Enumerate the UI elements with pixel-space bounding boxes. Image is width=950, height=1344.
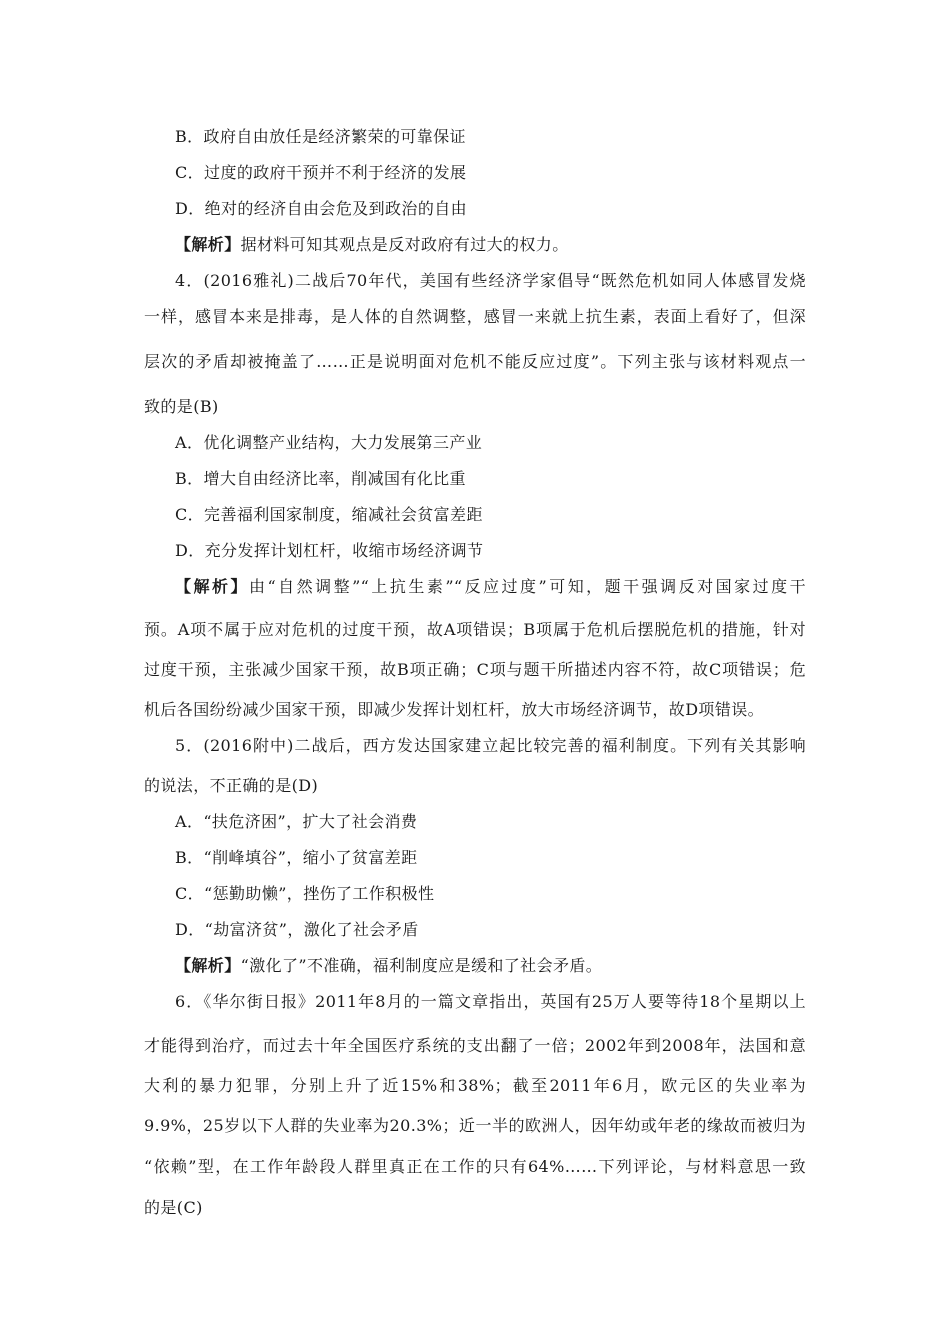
analysis-q3 — [175, 235, 569, 255]
question-5-line-1: 5．(2016附中)二战后，西方发达国家建立起比较完善的福利制度。下列有关其影响 — [175, 736, 806, 755]
option-c-q4: C．完善福利国家制度，缩减社会贫富差距 — [175, 505, 483, 524]
analysis-q4-line-1 — [175, 577, 806, 597]
option-b-q5: B．“削峰填谷”，缩小了贫富差距 — [175, 848, 418, 867]
analysis-tag: 【解析】 — [175, 956, 241, 975]
question-6-line-1: 6．《华尔街日报》2011年8月的一篇文章指出，英国有25万人要等待18个星期以上 — [175, 992, 806, 1011]
option-b-q4: B．增大自由经济比率，削减国有化比重 — [175, 469, 466, 488]
option-b-q3: B．政府自由放任是经济繁荣的可靠保证 — [175, 127, 466, 146]
question-4-line-3: 层次的矛盾却被掩盖了……正是说明面对危机不能反应过度”。下列主张与该材料观点一 — [144, 352, 806, 371]
analysis-q4-line-3: 过度干预，主张减少国家干预，故B项正确；C项与题干所描述内容不符，故C项错误；危 — [144, 660, 806, 679]
analysis-tag: 【解析】 — [175, 577, 249, 596]
option-a-q4: A．优化调整产业结构，大力发展第三产业 — [175, 433, 483, 452]
question-4-line-4: 致的是(B) — [144, 397, 219, 416]
analysis-tag: 【解析】 — [175, 235, 241, 254]
option-c-q5: C．“惩勤助懒”，挫伤了工作积极性 — [175, 884, 435, 903]
option-a-q5: A．“扶危济困”，扩大了社会消费 — [175, 812, 418, 831]
analysis-q4-line-2: 预。A项不属于应对危机的过度干预，故A项错误；B项属于危机后摆脱危机的措施，针对 — [144, 620, 806, 639]
option-d-q4: D．充分发挥计划杠杆，收缩市场经济调节 — [175, 541, 484, 560]
question-6-line-2: 才能得到治疗，而过去十年全国医疗系统的支出翻了一倍；2002年到2008年，法国和意 — [144, 1036, 806, 1055]
option-d-q5: D．“劫富济贫”，激化了社会矛盾 — [175, 920, 419, 939]
option-c-q3: C．过度的政府干预并不利于经济的发展 — [175, 163, 467, 182]
analysis-q4-line-4: 机后各国纷纷减少国家干预，即减少发挥计划杠杆，放大市场经济调节，故D项错误。 — [144, 700, 765, 719]
question-6-line-5: “依赖”型，在工作年龄段人群里真正在工作的只有64%……下列评论，与材料意思一致 — [144, 1157, 806, 1176]
question-6-line-4: 9.9%，25岁以下人群的失业率为20.3%；近一半的欧洲人，因年幼或年老的缘故而被归为 — [144, 1116, 806, 1135]
question-5-line-2: 的说法，不正确的是(D) — [144, 776, 319, 795]
analysis-text: 据材料可知其观点是反对政府有过大的权力。 — [240, 235, 569, 254]
question-6-line-6: 的是(C) — [144, 1198, 203, 1217]
question-6-line-3: 大利的暴力犯罪，分别上升了近15%和38%；截至2011年6月，欧元区的失业率为 — [144, 1076, 806, 1095]
question-4-line-1: 4．(2016雅礼)二战后70年代，美国有些经济学家倡导“既然危机如同人体感冒发烧 — [175, 271, 806, 290]
analysis-q5 — [175, 956, 602, 976]
analysis-text: “激化了”不准确，福利制度应是缓和了社会矛盾。 — [240, 956, 603, 975]
option-d-q3: D．绝对的经济自由会危及到政治的自由 — [175, 199, 468, 218]
question-4-line-2: 一样，感冒本来是排毒，是人体的自然调整，感冒一来就上抗生素，表面上看好了，但深 — [144, 307, 806, 326]
analysis-text: 由“自然调整”“上抗生素”“反应过度”可知，题干强调反对国家过度干 — [248, 577, 806, 596]
